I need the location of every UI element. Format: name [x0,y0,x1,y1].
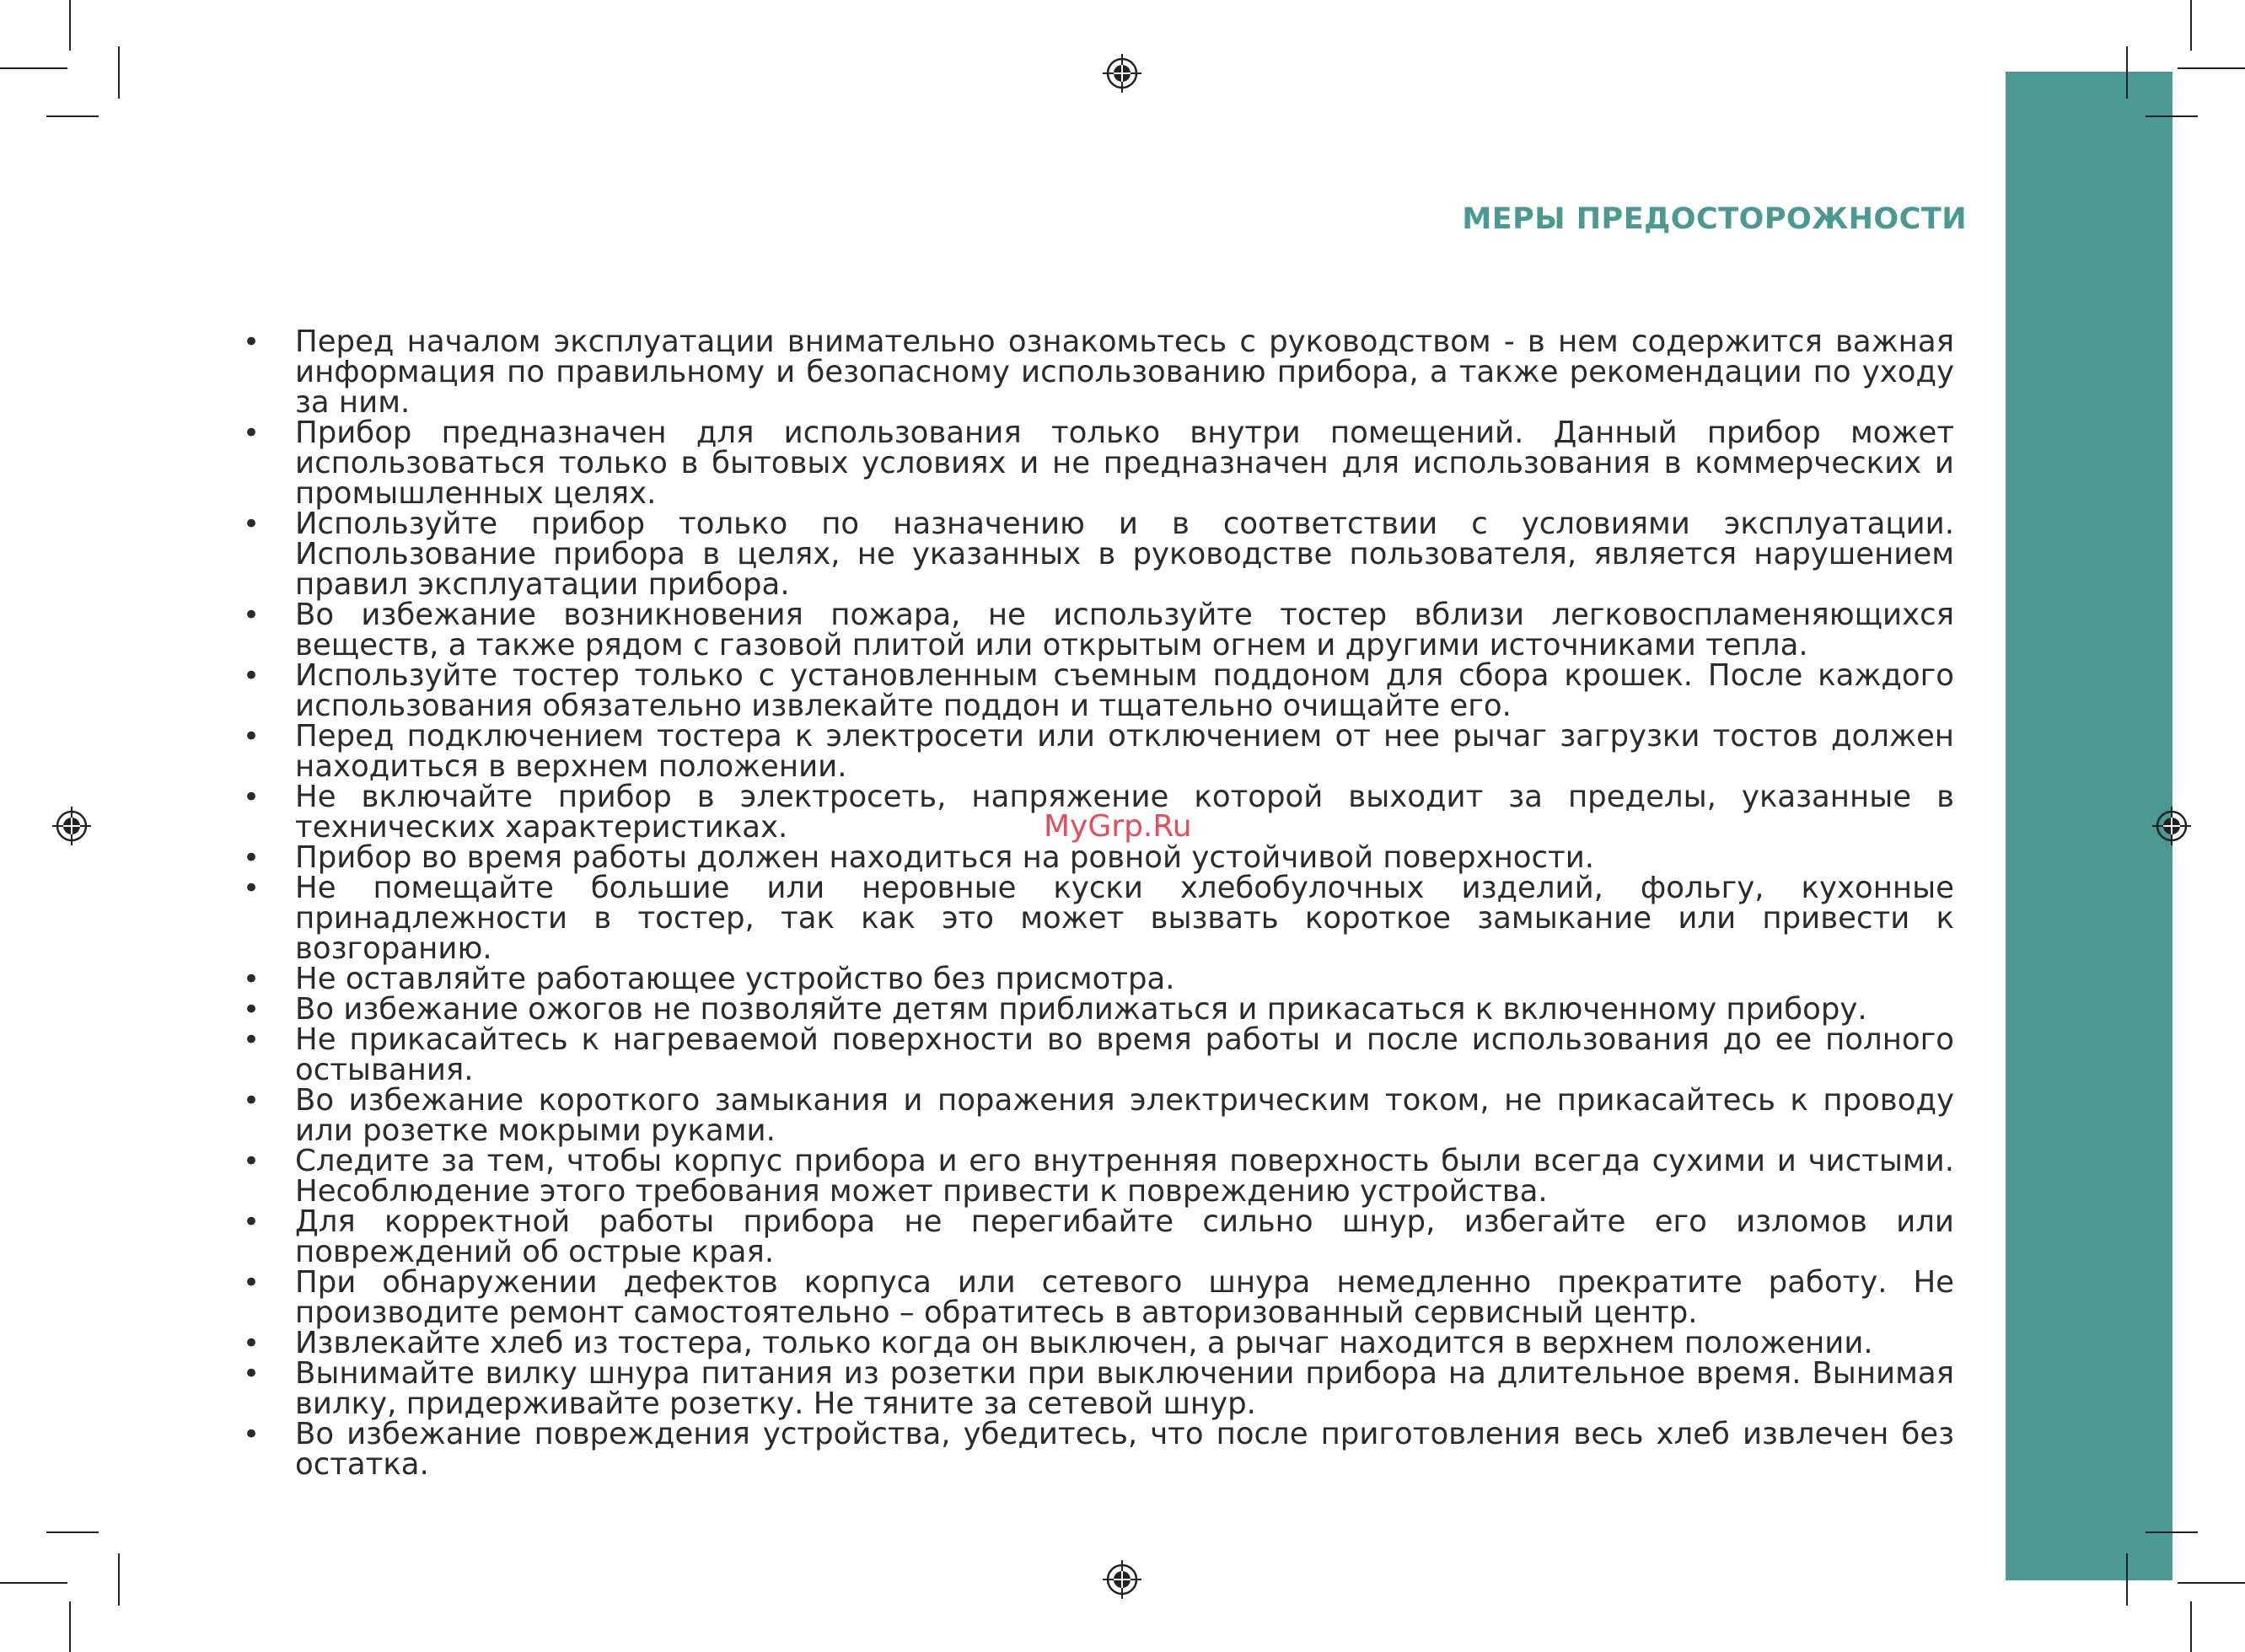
warning-text: При обнаружении дефектов корпуса или сетевого шнура немедленно прекратите работу. Не производите ремонт самостоятельно – обратитесь в авторизованный сервисный центр. [295,1265,1954,1330]
crop-mark [2146,115,2198,117]
warning-text: Не прикасайтесь к нагреваемой поверхности во время работы и после использования до ее полного остывания. [295,1022,1954,1087]
crop-mark [46,1531,99,1533]
crop-mark [118,46,120,99]
warning-text: Не оставляйте работающее устройство без присмотра. [295,962,1175,996]
bullet-icon: • [243,993,260,1027]
bullet-icon: • [243,598,260,632]
registration-mark-icon [1103,54,1141,93]
list-item [243,873,1954,964]
crop-mark [2190,0,2192,51]
warning-text: Во избежание короткого замыкания и поражения электрическим током, не прикасайтесь к проводу или розетке мокрыми руками. [295,1083,1954,1148]
bullet-icon: • [243,1084,260,1118]
crop-mark [118,1553,120,1606]
crop-mark [2178,67,2245,69]
warning-text: Следите за тем, чтобы корпус прибора и его внутренняя поверхность были всегда сухими и чистыми. Несоблюдение этого требования может привести к повреждению устройства. [295,1144,1954,1209]
bullet-icon: • [243,1145,260,1178]
registration-mark-icon [1103,1560,1141,1599]
watermark: MyGrp.Ru [1044,809,1192,844]
list-item [243,1265,1954,1330]
bullet-icon: • [243,720,260,754]
crop-mark [2126,46,2128,99]
bullet-icon: • [243,507,260,541]
list-item [243,418,1954,509]
warning-text: Во избежание повреждения устройства, убедитесь, что после приготовления весь хлеб извлечен без остатка. [295,1417,1954,1482]
bullet-icon: • [243,780,260,814]
crop-mark [2178,1582,2245,1584]
page-title: МЕРЫ ПРЕДОСТОРОЖНОСТИ [1462,202,1967,236]
list-item [243,600,1954,661]
bullet-icon: • [243,659,260,693]
bullet-icon: • [243,1023,260,1057]
warning-text: Для корректной работы прибора не перегибайте сильно шнур, избегайте его изломов или повреждений об острые края. [295,1204,1954,1269]
warning-text: Перед подключением тостера к электросети или отключением от нее рычаг загрузки тостов должен находиться в верхнем положении. [295,719,1954,784]
list-item [243,1146,1954,1207]
crop-mark [2190,1601,2192,1652]
bullet-icon: • [243,841,260,875]
warning-text: Прибор во время работы должен находиться на ровной устойчивой поверхности. [295,840,1595,875]
bullet-icon: • [243,963,260,996]
bullet-icon: • [243,1327,260,1360]
warning-text: Используйте тостер только с установленным съемным поддоном для сбора крошек. После каждого использования обязательно извлекайте поддон и тщательно очищайте его. [295,658,1954,723]
list-item [243,1328,1954,1359]
list-item [243,1356,1954,1421]
list-item [243,509,1954,600]
list-item [243,1204,1954,1269]
list-item [243,324,1954,420]
crop-mark [0,67,67,69]
list-item [243,1083,1954,1148]
bullet-icon: • [243,1418,260,1451]
list-item [243,1022,1954,1087]
bullet-icon: • [243,1357,260,1391]
warning-text: Вынимайте вилку шнура питания из розетки при выключении прибора на длительное время. Вынимая вилку, придерживайте розетку. Не тяните за сетевой шнур. [295,1356,1954,1421]
crop-mark [2146,1531,2198,1533]
warning-text: Прибор предназначен для использования только внутри помещений. Данный прибор может использоваться только в бытовых условиях и не предназначен для использования в коммерческих и промышленных целях. [295,416,1954,511]
bullet-icon: • [243,872,260,905]
list-item [243,840,1954,875]
warning-text: Не помещайте большие или неровные куски хлебобулочных изделий, фольгу, кухонные принадлежности в тостер, так как это может вызвать короткое замыкание или привести к возгоранию. [295,871,1954,966]
warning-text: Во избежание возникновения пожара, не используйте тостер вблизи легковоспламеняющихся веществ, а также рядом с газовой плитой или открытым огнем и другими источниками тепла. [295,598,1954,662]
crop-mark [0,1582,67,1584]
warning-text: Извлекайте хлеб из тостера, только когда он выключен, а рычаг находится в верхнем положении. [295,1326,1873,1360]
bullet-icon: • [243,325,260,359]
bullet-icon: • [243,416,260,450]
list-item [243,721,1954,782]
warning-text: Используйте прибор только по назначению и в соответствии с условиями эксплуатации. Использование прибора в целях, не указанных в руководстве пользователя, является нарушением правил эксплуатации прибора. [295,507,1954,602]
list-item [243,964,1954,995]
crop-mark [69,0,71,51]
warning-text: Во избежание ожогов не позволяйте детям приближаться и прикасаться к включенному прибору. [295,992,1867,1027]
list-item [243,992,1954,1027]
side-accent-band [2006,72,2172,1580]
list-item [243,658,1954,723]
crop-mark [2126,1553,2128,1606]
registration-mark-icon [52,807,91,845]
crop-mark [46,115,99,117]
warning-text: Перед началом эксплуатации внимательно ознакомьтесь с руководством - в нем содержится важная информация по правильному и безопасному использованию прибора, а также рекомендации по уходу за ним. [295,324,1954,420]
warning-text: Не включайте прибор в электросеть, напряжение которой выходит за пределы, указанные в технических характеристиках. [295,780,1954,845]
bullet-icon: • [243,1205,260,1239]
bullet-icon: • [243,1266,260,1300]
list-item [243,1419,1954,1480]
warnings-list [243,324,1954,1482]
crop-mark [69,1601,71,1652]
registration-mark-icon [2152,807,2191,845]
